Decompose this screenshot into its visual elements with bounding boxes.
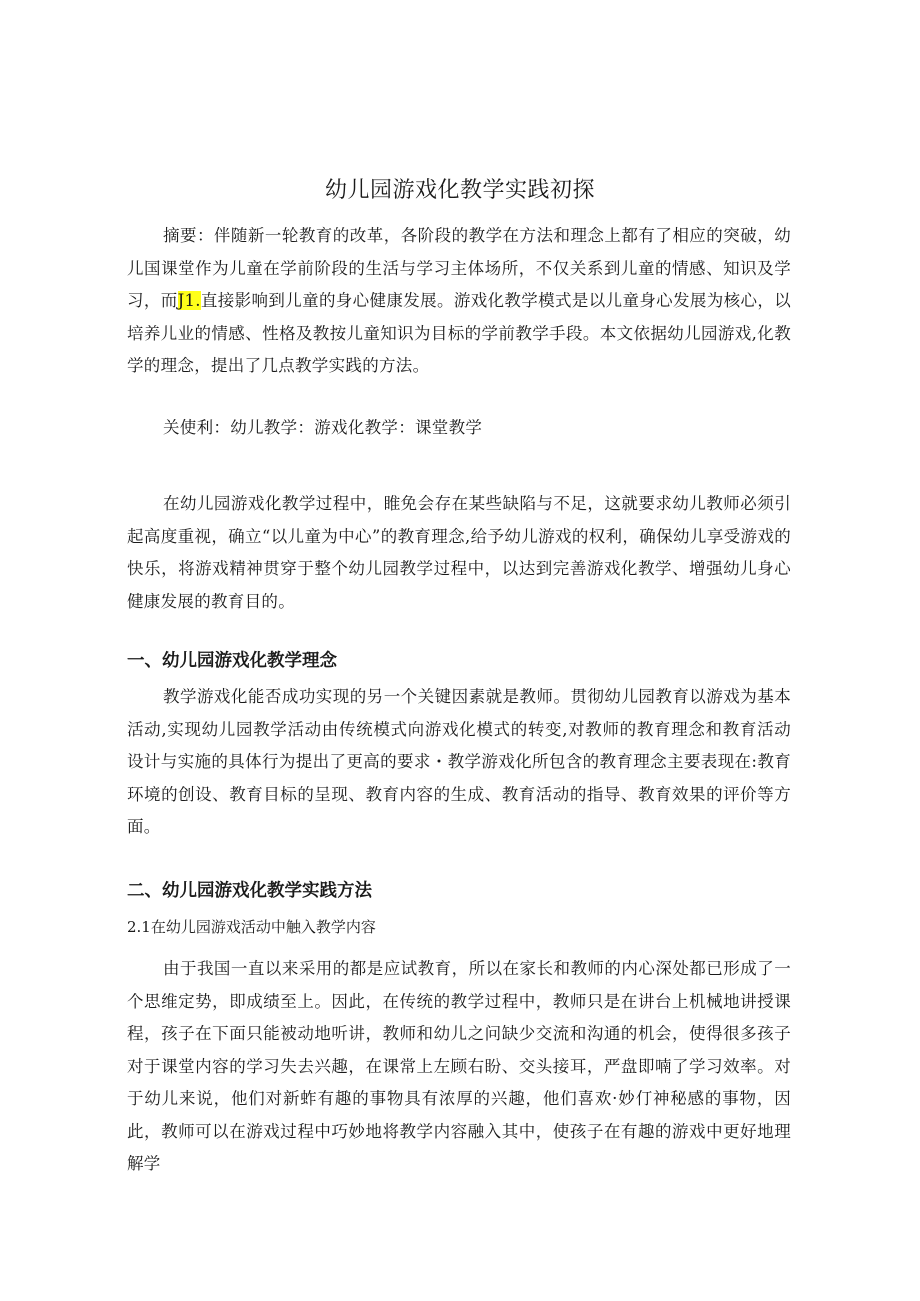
- abstract-text-start: 摘要：伴随新一轮教育的改革，各阶段的教学在方法和理念上都有了相应的突破，幼儿国课堂作为儿童在学前阶段的生活与学习主体场所，不仅关系到儿童的情感、知识及学习，而: [127, 226, 791, 310]
- document-title: 幼儿园游戏化教学实践初探: [324, 178, 595, 203]
- abstract-paragraph: [127, 220, 791, 383]
- subsection-2-1-heading: 2.1在幼儿园游戏活动中触入教学内容: [127, 918, 376, 936]
- section-1-body: 教学游戏化能否成功实现的另一个关键因素就是教师。贯彻幼儿园教育以游戏为基本活动,实现幼儿园教学活动由传统模式向游戏化模式的转变,对教师的教育理念和教育活动设计与实施的具体行为提出了更高的要求・教学游戏化所包含的教育理念主要表现在:教育环境的创设、教育目标的呈现、教育内容的生成、教育活动的指导、教育效果的评价等方面。: [127, 687, 791, 836]
- intro-paragraph: 在幼儿园游戏化教学过程中，睢免会存在某些缺陷与不足，这就要求幼儿教师必须引起高度重视，确立“以儿童为中心”的教育理念,给予幼儿游戏的权利，确保幼儿享受游戏的快乐，将游戏精神贯穿于整个幼儿园教学过程中，以达到完善游戏化教学、增强幼儿身心健康发展的教育目的。: [127, 494, 791, 611]
- section-2-1-body: 由于我国一直以来采用的都是应试教育，所以在家长和教师的内心深处都已形成了一个思维定势，即成绩至上。因此，在传统的教学过程中，教师只是在讲台上机械地讲授课程，孩子在下面只能被动地听讲，教师和幼儿之问缺少交流和沟通的机会，使得很多孩子对于课堂内容的学习失去兴趣，在课常上左顾右盼、交头接耳，严盘即喃了学习效率。对于幼儿来说，他们对新蚱有趣的事物具有浓厚的兴趣，他们喜欢·妙仃神秘感的事物，因此，教师可以在游戏过程中巧妙地将教学内容融入其中，使孩子在有趣的游戏中更好地理解学: [127, 959, 791, 1173]
- abstract-text-end: 直接影响到儿童的身心健康发展。游戏化教学模式是以儿童身心发展为核心，以培养儿业的情感、性格及教按儿童知识为目标的学前教学手段。本文依据幼儿园游戏,化教学的理念，提出了几点教学实践的方法。: [127, 291, 792, 375]
- keywords-line: 关使利：幼儿教学：游戏化教学：课堂教学: [163, 418, 483, 437]
- highlighted-text: J1.: [177, 291, 201, 310]
- section-1-heading: 一、幼儿园游戏化教学理念: [127, 651, 337, 671]
- section-2-heading: 二、幼儿园游戏化教学实践方法: [127, 881, 372, 901]
